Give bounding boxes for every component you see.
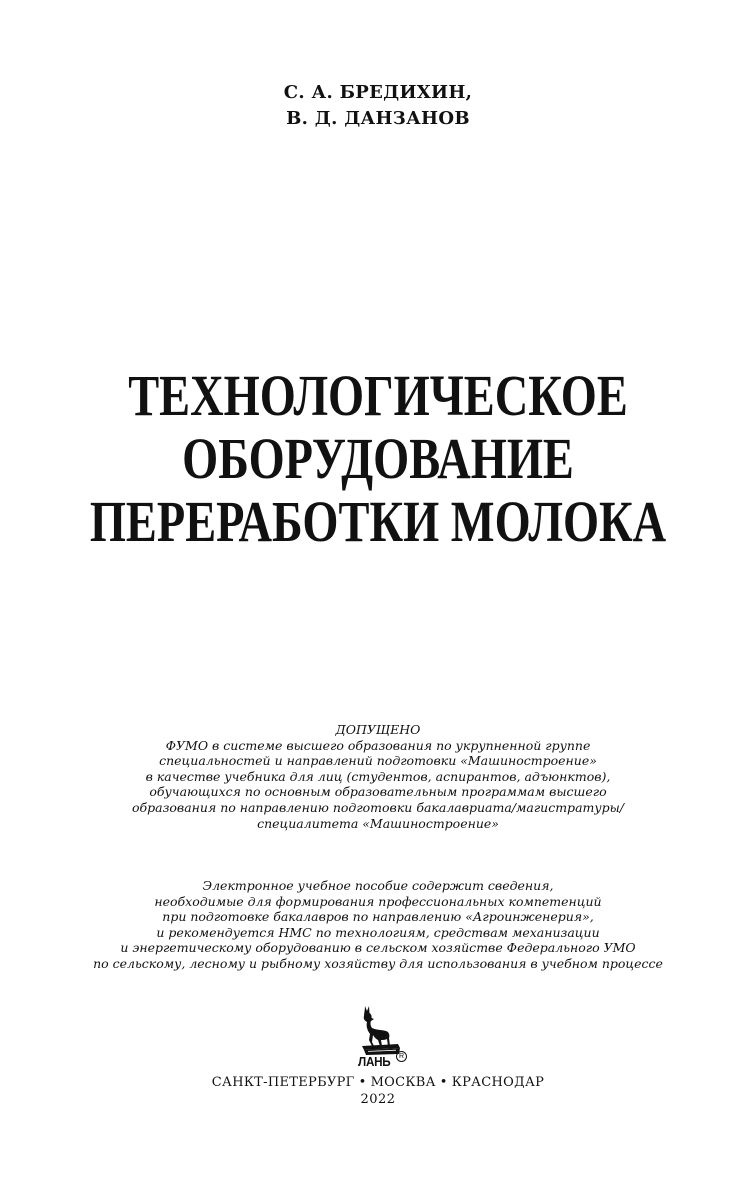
publisher-logo-text: ЛАНЬ xyxy=(358,1054,391,1069)
approval-block xyxy=(0,722,756,831)
publisher-logo xyxy=(352,1004,412,1072)
approval-line-6: специалитета «Машиностроение» xyxy=(257,815,499,831)
electronic-line-2: необходимые для формирования профессиональных компетенций xyxy=(154,893,602,909)
approval-line-2: специальностей и направлений подготовки «Машиностроение» xyxy=(159,753,597,769)
title-line-1: ТЕХНОЛОГИЧЕСКОЕ xyxy=(128,363,628,428)
electronic-line-5: и энергетическому оборудованию в сельском хозяйстве Федерального УМО xyxy=(120,940,636,956)
city-separator-2: • xyxy=(439,1075,448,1090)
approval-line-1: ФУМО в системе высшего образования по укрупненной группе xyxy=(165,737,591,753)
electronic-line-1: Электронное учебное пособие содержит сведения, xyxy=(202,878,554,893)
author-1: С. А. БРЕДИХИН, xyxy=(283,82,473,103)
approval-line-4: обучающихся по основным образовательным программам высшего xyxy=(149,784,607,800)
title-line-2: ОБОРУДОВАНИЕ xyxy=(182,426,574,491)
registered-mark: R xyxy=(396,1051,407,1062)
electronic-line-3: при подготовке бакалавров по направлению «Агроинженерия», xyxy=(162,909,594,925)
approval-heading: ДОПУЩЕНО xyxy=(335,722,421,737)
electronic-note-block xyxy=(0,878,756,972)
publication-year: 2022 xyxy=(360,1092,396,1107)
electronic-line-6: по сельскому, лесному и рыбному хозяйству для использования в учебном процессе xyxy=(93,955,663,971)
city-separator-1: • xyxy=(358,1075,367,1090)
title-line-3: ПЕРЕРАБОТКИ МОЛОКА xyxy=(89,489,667,554)
city-2: МОСКВА xyxy=(370,1075,436,1090)
authors-block xyxy=(0,80,756,132)
city-1: САНКТ-ПЕТЕРБУРГ xyxy=(211,1075,355,1090)
doe-icon xyxy=(352,1004,412,1056)
book-title xyxy=(76,364,681,553)
approval-line-3: в качестве учебника для лиц (студентов, аспирантов, адъюнктов), xyxy=(145,768,611,784)
author-2: В. Д. ДАНЗАНОВ xyxy=(286,108,470,129)
city-3: КРАСНОДАР xyxy=(451,1075,545,1090)
publisher-cities xyxy=(0,1074,756,1092)
approval-line-5: образования по направлению подготовки бакалавриата/магистратуры/ xyxy=(131,799,625,815)
electronic-line-4: и рекомендуется НМС по технологиям, средствам механизации xyxy=(156,924,600,940)
